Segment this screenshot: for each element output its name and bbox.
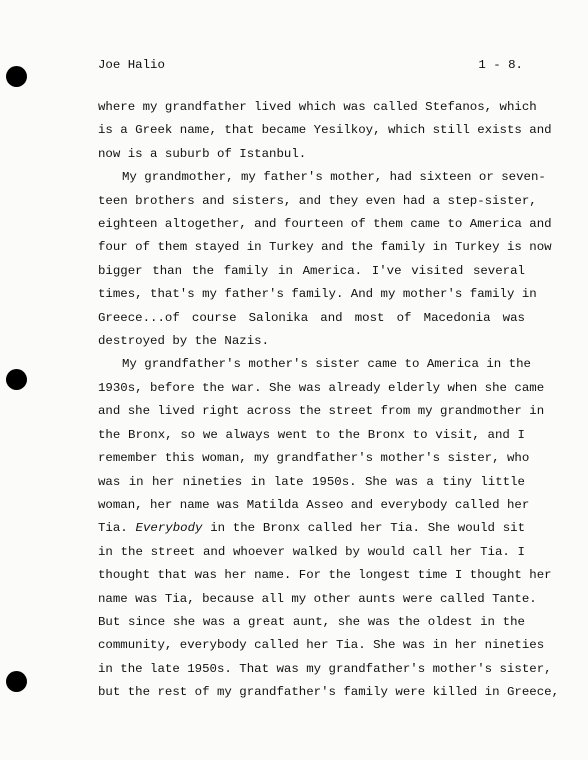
text-line: name was Tia, because all my other aunts were called Tante. <box>98 591 537 606</box>
text-line: is a Greek name, that became Yesilkoy, which still exists and <box>98 123 552 138</box>
text-line: remember this woman, my grandfather's mother's sister, who <box>98 451 530 466</box>
text-line: teen brothers and sisters, and they even had a step-sister, <box>98 193 537 208</box>
text-line: where my grandfather lived which was called Stefanos, which <box>98 100 537 114</box>
text-line: in the street and whoever walked by would call her Tia. I <box>98 544 525 559</box>
text-line: and she lived right across the street from my grandmother in <box>98 404 545 419</box>
text-line: eighteen altogether, and fourteen of them came to America and <box>98 217 552 232</box>
text-line: in the late 1950s. That was my grandfather's mother's sister, <box>98 661 552 676</box>
text-tia-rest: in the Bronx called her Tia. She would sit <box>202 521 526 536</box>
transcript-body <box>98 96 560 705</box>
italic-everybody: Everybody <box>135 521 203 536</box>
author-name: Joe Halio <box>98 58 165 72</box>
text-line: Greece...of course Salonika and most of Macedonia was <box>98 310 525 325</box>
binder-hole-middle <box>6 369 27 390</box>
text-line: 1930s, before the war. She was already elderly when she came <box>98 380 545 395</box>
text-line: now is a suburb of Istanbul. <box>98 146 307 161</box>
text-line: woman, her name was Matilda Asseo and everybody called her <box>98 497 530 512</box>
text-line: bigger than the family in America. I've visited several <box>98 263 525 278</box>
paragraph-3 <box>98 353 560 704</box>
text-line: the Bronx, so we always went to the Bronx to visit, and I <box>98 427 525 442</box>
paragraph-2 <box>98 166 552 353</box>
binder-hole-top <box>6 66 27 87</box>
text-line: My grandfather's mother's sister came to America in the <box>122 357 531 372</box>
text-line-tia <box>98 517 525 540</box>
text-line: My grandmother, my father's mother, had sixteen or seven- <box>122 170 546 185</box>
text-tia: Tia. <box>98 521 128 536</box>
text-line: four of them stayed in Turkey and the family in Turkey is now <box>98 240 552 255</box>
binder-hole-bottom <box>6 671 27 692</box>
text-line: community, everybody called her Tia. She was in her nineties <box>98 638 545 653</box>
text-line: but the rest of my grandfather's family were killed in Greece, <box>98 685 560 700</box>
text-line: thought that was her name. For the longest time I thought her <box>98 568 552 583</box>
text-line: destroyed by the Nazis. <box>98 334 270 349</box>
text-line: times, that's my father's family. And my mother's family in <box>98 287 537 302</box>
paragraph-1 <box>98 96 552 166</box>
text-line: was in her nineties in late 1950s. She was a tiny little <box>98 474 525 489</box>
page-number: 1 - 8. <box>478 58 523 72</box>
text-line: But since she was a great aunt, she was the oldest in the <box>98 614 525 629</box>
